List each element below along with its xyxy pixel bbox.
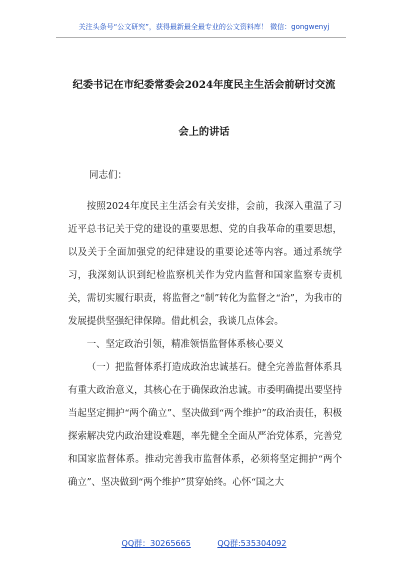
body-paragraph: 按照2024年度民主生活会有关安排，会前，我深入重温了习近平总书记关于党的建设的重要思想、党的自我革命的重要思想，以及关于全面加强党的纪律建设的重要论述等内容。通过系统学习，我深刻认识到纪检监察机关作为党内监督和国家监察专责机关，需切实履行职责，将监督之“制”转化为监督之“治”，为我市的发展提供坚强纪律保障。借此机会，我谈几点体会。	[68, 201, 342, 327]
document-title-line2: 会上的讲话	[178, 126, 230, 138]
body-paragraph: （一）把监督体系打造成政治忠诚基石。健全完善监督体系具有重大政治意义，其核心在于确保政治忠诚。市委明确提出要坚持当起坚定拥护“两个确立”、坚决做到“两个维护”的政治责任，积极探索解决党内政治建设难题，率先健全全面从严治党体系，完善党和国家监督体系。推动完善我市监督体系，必须将坚定拥护“两个确立”、坚决做到“两个维护”贯穿始终。心怀“国之大	[68, 362, 342, 488]
section-heading: 一、坚定政治引领，精准领悟监督体系核心要义	[86, 339, 284, 350]
footer-qq-group-1: QQ群：30265665	[121, 539, 191, 548]
greeting: 同志们：	[89, 170, 128, 181]
header-divider	[56, 37, 346, 38]
footer-qq-group-2: QQ群:535304092	[217, 539, 287, 548]
document-title-line1: 纪委书记在市纪委常委会2024年度民主生活会前研讨交流	[72, 79, 336, 91]
document-body	[68, 195, 342, 494]
footer	[0, 538, 408, 549]
header-note: 关注头条号“公文研究”，获得最新最全最专业的公文资料库！ 微信：gongwenyj	[78, 23, 330, 31]
